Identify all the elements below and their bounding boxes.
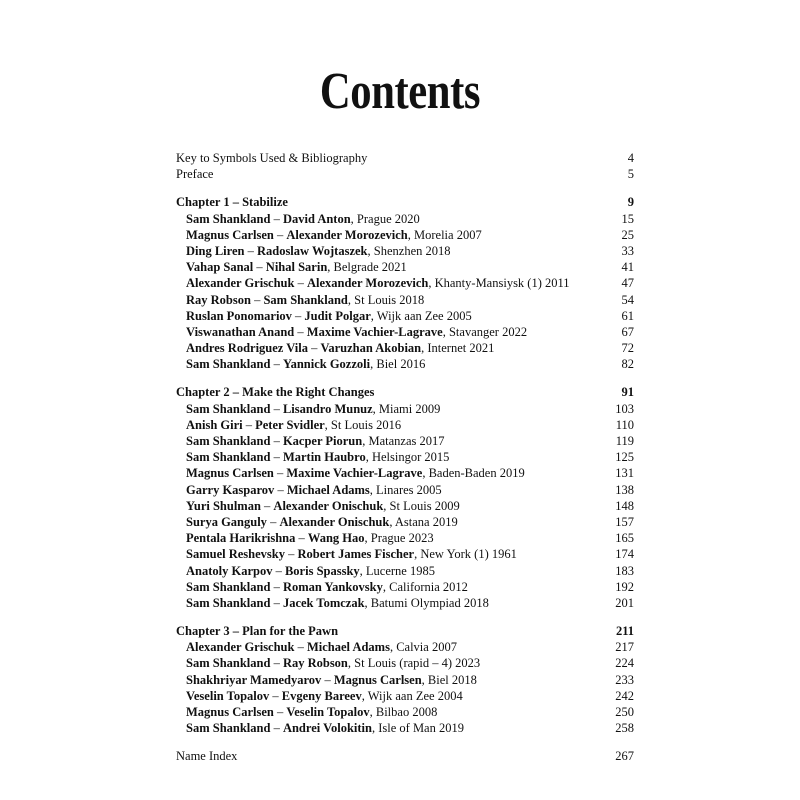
toc-entry-label: Key to Symbols Used & Bibliography: [176, 151, 368, 165]
toc-page-number: 250: [615, 705, 634, 719]
separator: –: [295, 531, 308, 546]
toc-entry-label: Name Index: [176, 749, 238, 764]
black-player: Alexander Morozevich: [306, 276, 429, 291]
game-title: [186, 720, 464, 736]
game-title: [186, 579, 468, 595]
game-entry[interactable]: [176, 324, 634, 340]
black-player: Andrei Volokitin: [282, 721, 372, 736]
game-title: [186, 417, 401, 433]
toc-page-number: 192: [615, 579, 634, 594]
chapter-title: Chapter 3 – Plan for the Pawn: [176, 624, 339, 639]
toc-page-number: 165: [615, 531, 634, 546]
toc-page-number: 233: [615, 672, 634, 687]
toc-page-number: 183: [615, 563, 634, 578]
venue: , St Louis (rapid – 4) 2023: [347, 656, 481, 671]
black-player: Robert James Fischer: [297, 547, 415, 562]
game-entry[interactable]: [176, 292, 634, 308]
game-entry[interactable]: [176, 720, 634, 736]
game-entry[interactable]: [176, 639, 634, 655]
game-entry[interactable]: [176, 514, 634, 530]
separator: –: [274, 482, 287, 497]
chapter-title: Chapter 1 – Stabilize: [176, 195, 288, 210]
black-player: Jacek Tomczak: [282, 595, 365, 610]
chapter-heading[interactable]: [176, 623, 634, 639]
venue: , Astana 2019: [389, 514, 458, 529]
toc-page-number: 4: [627, 151, 634, 165]
black-player: Alexander Morozevich: [286, 227, 408, 242]
venue: , California 2012: [382, 579, 468, 594]
toc-page-number: 41: [621, 260, 634, 275]
toc-page-number: 103: [615, 401, 634, 416]
venue: , New York (1) 1961: [414, 547, 517, 562]
toc-page-number: 242: [615, 688, 634, 703]
white-player: Surya Ganguly: [186, 514, 267, 529]
game-entry[interactable]: [176, 563, 634, 579]
separator: –: [270, 211, 283, 226]
separator: –: [270, 401, 283, 416]
white-player: Sam Shankland: [186, 357, 271, 372]
game-title: [186, 639, 457, 655]
chapter-title: Chapter 2 – Make the Right Changes: [176, 385, 375, 400]
chapter-heading[interactable]: [176, 194, 634, 210]
venue: , St Louis 2018: [347, 292, 425, 307]
game-entry[interactable]: [176, 417, 634, 433]
game-entry[interactable]: [176, 211, 634, 227]
toc-page-number: 91: [621, 385, 634, 400]
separator: –: [244, 243, 257, 258]
separator: –: [294, 324, 307, 339]
toc-page-number: 125: [615, 450, 634, 465]
separator: –: [253, 260, 266, 275]
separator: –: [294, 276, 307, 291]
black-player: David Anton: [282, 211, 351, 226]
game-title: [186, 595, 489, 611]
venue: , Wijk aan Zee 2005: [370, 308, 472, 323]
game-title: [186, 688, 463, 704]
venue: , Biel 2018: [421, 672, 477, 687]
venue: , Helsingor 2015: [365, 450, 450, 465]
white-player: Anatoly Karpov: [186, 563, 273, 578]
toc-page-number: 267: [615, 749, 634, 764]
black-player: Ray Robson: [282, 656, 348, 671]
game-title: [186, 672, 477, 688]
game-entry[interactable]: [176, 449, 634, 465]
game-entry[interactable]: [176, 672, 634, 688]
toc-entry-label: Preface: [176, 167, 214, 182]
black-player: Wang Hao: [307, 531, 365, 546]
white-player: Veselin Topalov: [186, 688, 270, 703]
white-player: Sam Shankland: [186, 401, 271, 416]
separator: –: [270, 579, 283, 594]
game-entry[interactable]: [176, 530, 634, 546]
game-entry[interactable]: [176, 704, 634, 720]
chapters: [176, 182, 634, 736]
game-title: [186, 465, 525, 481]
game-title: [186, 227, 482, 243]
toc-page-number: 5: [627, 167, 634, 182]
game-entry[interactable]: [176, 688, 634, 704]
white-player: Sam Shankland: [186, 450, 271, 465]
black-player: Michael Adams: [306, 640, 390, 655]
toc-page-number: 131: [615, 466, 634, 481]
game-entry[interactable]: [176, 243, 634, 259]
white-player: Ruslan Ponomariov: [186, 308, 292, 323]
game-title: [186, 498, 460, 514]
black-player: Judit Polgar: [304, 308, 371, 323]
separator: –: [273, 466, 287, 481]
toc-page-number: 67: [621, 324, 634, 339]
separator: –: [270, 656, 283, 671]
game-entry[interactable]: [176, 433, 634, 449]
toc-page-number: 61: [621, 308, 634, 323]
separator: –: [284, 547, 298, 562]
game-title: [186, 211, 420, 227]
black-player: Magnus Carlsen: [333, 672, 422, 687]
white-player: Yuri Shulman: [186, 498, 261, 513]
game-title: [186, 356, 425, 372]
white-player: Alexander Grischuk: [186, 640, 295, 655]
game-title: [186, 243, 451, 259]
game-title: [186, 340, 494, 356]
venue: , Miami 2009: [372, 401, 441, 416]
game-entry[interactable]: [176, 356, 634, 372]
white-player: Sam Shankland: [186, 595, 271, 610]
game-title: [186, 324, 527, 340]
game-title: [186, 655, 480, 671]
toc-page-number: 82: [621, 357, 634, 372]
toc-page-number: 174: [615, 547, 634, 562]
white-player: Garry Kasparov: [186, 482, 275, 497]
venue: , Baden-Baden 2019: [422, 466, 525, 481]
black-player: Alexander Onischuk: [279, 514, 390, 529]
toc-entry-key-to-symbols[interactable]: [176, 150, 634, 166]
separator: –: [272, 563, 285, 578]
game-entry[interactable]: [176, 579, 634, 595]
game-entry[interactable]: [176, 227, 634, 243]
separator: –: [266, 514, 280, 529]
game-title: [186, 308, 472, 324]
separator: –: [270, 450, 283, 465]
venue: , Matanzas 2017: [362, 434, 445, 448]
page-title: Contents: [319, 63, 481, 120]
toc-page-number: 157: [615, 514, 634, 529]
venue: , Stavanger 2022: [442, 324, 528, 339]
separator: –: [260, 498, 274, 513]
toc-page-number: 148: [615, 498, 634, 513]
black-player: Boris Spassky: [284, 563, 360, 578]
black-player: Michael Adams: [286, 482, 370, 497]
toc-page-number: 258: [615, 721, 634, 736]
game-entry[interactable]: [176, 275, 634, 291]
venue: , St Louis 2016: [324, 417, 402, 432]
chapter-section: [176, 194, 634, 372]
toc-page-number: 15: [621, 211, 634, 226]
white-player: Magnus Carlsen: [186, 705, 274, 719]
venue: , Shenzhen 2018: [367, 243, 451, 258]
white-player: Viswanathan Anand: [186, 324, 295, 339]
venue: , Wijk aan Zee 2004: [361, 688, 463, 703]
separator: –: [270, 721, 283, 736]
white-player: Ray Robson: [186, 292, 251, 307]
venue: , Morelia 2007: [407, 227, 482, 242]
game-title: [186, 449, 449, 465]
black-player: Evgeny Bareev: [281, 688, 362, 703]
black-player: Martin Haubro: [282, 450, 366, 465]
venue: , Batumi Olympiad 2018: [364, 595, 489, 610]
black-player: Alexander Onischuk: [273, 498, 384, 513]
toc-page-number: 72: [621, 341, 634, 356]
game-title: [186, 259, 407, 275]
white-player: Sam Shankland: [186, 211, 271, 226]
black-player: Varuzhan Akobian: [320, 341, 422, 356]
toc-page-number: 211: [615, 624, 634, 639]
black-player: Roman Yankovsky: [282, 579, 383, 594]
toc-page-number: 119: [615, 434, 634, 448]
venue: , Prague 2023: [364, 531, 434, 546]
venue: , St Louis 2009: [383, 498, 460, 513]
separator: –: [270, 595, 283, 610]
separator: –: [269, 688, 282, 703]
chapter-section: [176, 623, 634, 736]
toc-page-number: 224: [615, 656, 634, 671]
black-player: Nihal Sarin: [265, 260, 328, 275]
toc-page-number: 54: [621, 292, 634, 307]
game-title: [186, 292, 424, 308]
white-player: Magnus Carlsen: [186, 227, 274, 242]
game-entry[interactable]: [176, 498, 634, 514]
white-player: Samuel Reshevsky: [186, 547, 285, 562]
game-title: [186, 275, 570, 291]
toc-page-number: 33: [621, 243, 634, 258]
separator: –: [321, 672, 334, 687]
game-title: [186, 546, 517, 562]
black-player: Kacper Piorun: [282, 434, 363, 448]
white-player: Ding Liren: [186, 243, 245, 258]
table-of-contents: [176, 150, 634, 765]
separator: –: [294, 640, 307, 655]
game-entry[interactable]: [176, 482, 634, 498]
toc-page-number: 110: [615, 417, 634, 432]
venue: , Linares 2005: [369, 482, 442, 497]
toc-page-number: 201: [615, 595, 634, 610]
venue: , Khanty-Mansiysk (1) 2011: [428, 276, 570, 291]
white-player: Anish Giri: [186, 417, 243, 432]
chapter-section: [176, 384, 634, 611]
chapter-heading[interactable]: [176, 384, 634, 400]
separator: –: [270, 357, 283, 372]
black-player: Yannick Gozzoli: [282, 357, 371, 372]
game-title: [186, 401, 440, 417]
game-entry[interactable]: [176, 340, 634, 356]
venue: , Lucerne 1985: [359, 563, 435, 578]
white-player: Sam Shankland: [186, 434, 271, 448]
venue: , Calvia 2007: [389, 640, 457, 655]
black-player: Maxime Vachier-Lagrave: [306, 324, 443, 339]
black-player: Radoslaw Wojtaszek: [256, 243, 368, 258]
black-player: Peter Svidler: [255, 417, 325, 432]
white-player: Sam Shankland: [186, 721, 271, 736]
white-player: Sam Shankland: [186, 579, 271, 594]
venue: , Isle of Man 2019: [371, 721, 464, 736]
separator: –: [270, 434, 283, 448]
toc-entry-name-index[interactable]: [176, 748, 634, 764]
toc-page-number: 138: [615, 482, 634, 497]
front-matter: [176, 150, 634, 182]
black-player: Lisandro Munuz: [282, 401, 373, 416]
toc-page-number: 9: [627, 195, 634, 210]
game-title: [186, 563, 435, 579]
game-entry[interactable]: [176, 595, 634, 611]
venue: , Biel 2016: [370, 357, 426, 372]
venue: , Prague 2020: [350, 211, 420, 226]
separator: –: [250, 292, 264, 307]
game-entry[interactable]: [176, 259, 634, 275]
separator: –: [291, 308, 305, 323]
toc-page-number: 25: [621, 227, 634, 242]
game-entry[interactable]: [176, 308, 634, 324]
toc-page-number: 47: [621, 276, 634, 291]
venue: , Bilbao 2008: [369, 705, 438, 719]
black-player: Sam Shankland: [263, 292, 348, 307]
game-title: [186, 530, 434, 546]
separator: –: [273, 227, 287, 242]
white-player: Alexander Grischuk: [186, 276, 295, 291]
game-entry[interactable]: [176, 546, 634, 562]
game-title: [186, 482, 442, 498]
game-entry[interactable]: [176, 655, 634, 671]
toc-page-number: 217: [615, 640, 634, 655]
white-player: Pentala Harikrishna: [186, 531, 296, 546]
separator: –: [308, 341, 321, 356]
separator: –: [242, 417, 256, 432]
game-entry[interactable]: [176, 401, 634, 417]
game-title: [186, 433, 445, 449]
venue: , Internet 2021: [421, 341, 495, 356]
game-title: [186, 704, 437, 720]
white-player: Shakhriyar Mamedyarov: [186, 672, 322, 687]
white-player: Magnus Carlsen: [186, 466, 274, 481]
venue: , Belgrade 2021: [327, 260, 407, 275]
black-player: Maxime Vachier-Lagrave: [286, 466, 423, 481]
separator: –: [273, 705, 287, 719]
game-title: [186, 514, 458, 530]
toc-entry-preface[interactable]: [176, 166, 634, 182]
black-player: Veselin Topalov: [286, 705, 370, 719]
white-player: Andres Rodriguez Vila: [186, 341, 308, 356]
white-player: Vahap Sanal: [186, 260, 254, 275]
game-entry[interactable]: [176, 465, 634, 481]
back-matter: [176, 748, 634, 764]
white-player: Sam Shankland: [186, 656, 271, 671]
